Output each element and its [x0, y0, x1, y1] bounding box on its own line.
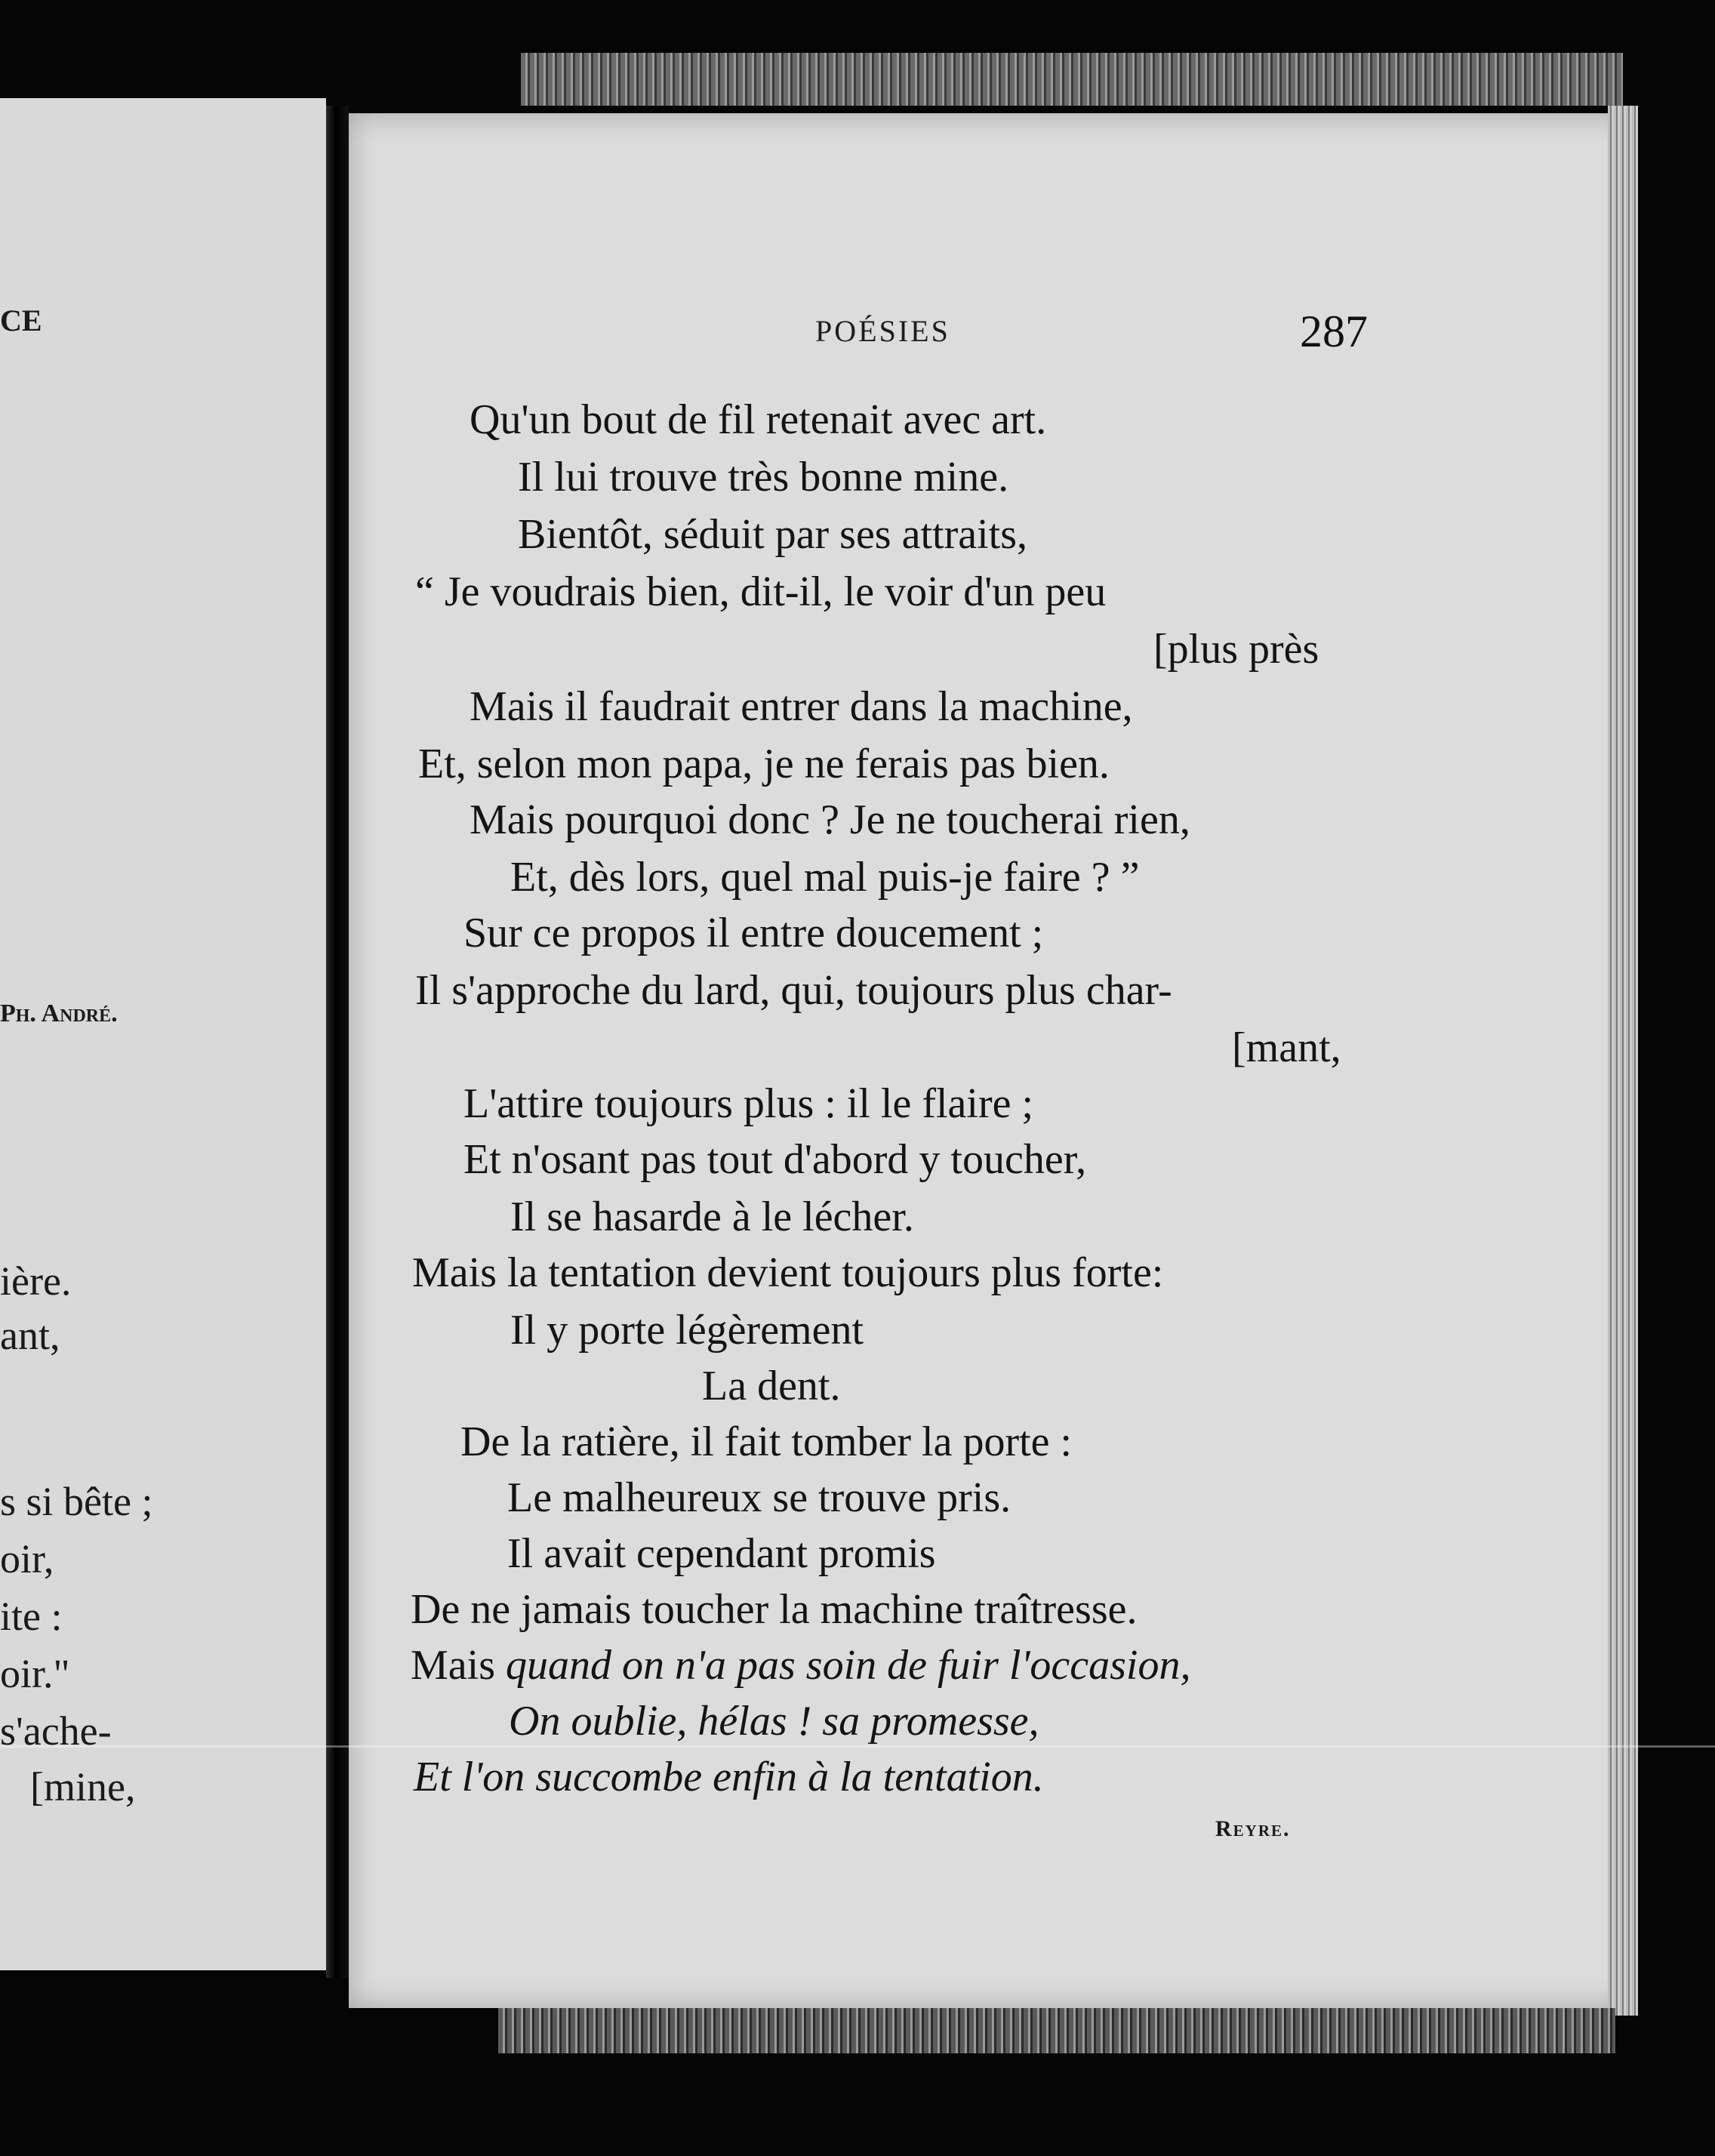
running-head: POÉSIES	[815, 314, 950, 348]
book-binding-top	[521, 53, 1623, 106]
left-page-signature-fragment: Ph. André.	[0, 999, 118, 1027]
poem-line-continuation: [mant,	[1232, 1024, 1341, 1071]
poem-line: Et, selon mon papa, je ne ferais pas bien.	[418, 741, 1110, 787]
poem-line: Mais pourquoi donc ? Je ne toucherai rien,	[470, 796, 1190, 843]
poem-line: Mais la tentation devient toujours plus forte:	[412, 1249, 1164, 1296]
left-page-line-fragment: ière.	[0, 1258, 72, 1304]
poem-line: Mais il faudrait entrer dans la machine,	[470, 683, 1133, 730]
poem-line: Et n'osant pas tout d'abord y toucher,	[463, 1136, 1087, 1183]
poem-line: Et, dès lors, quel mal puis-je faire ? ”	[510, 854, 1140, 901]
book-gutter	[326, 106, 349, 1978]
poem-line: La dent.	[702, 1363, 841, 1409]
left-page-line-fragment: oir."	[0, 1651, 70, 1696]
moral-roman-text: Mais	[411, 1642, 506, 1689]
poem-line: Bientôt, séduit par ses attraits,	[518, 511, 1027, 558]
poem-line: Il y porte légèrement	[510, 1307, 864, 1354]
left-page-line-fragment: [mine,	[30, 1764, 136, 1810]
book-binding-bottom	[498, 2008, 1615, 2053]
left-page-line-fragment: ant,	[0, 1313, 60, 1358]
left-page-line-fragment: s'ache-	[0, 1708, 112, 1754]
poem-line-continuation: [plus près	[1153, 626, 1319, 673]
poem-line: Il s'approche du lard, qui, toujours plus char-	[415, 967, 1172, 1014]
left-page-line-fragment: ite :	[0, 1594, 63, 1639]
poem-line: Il se hasarde à le lécher.	[510, 1194, 914, 1240]
poem-line: “ Je voudrais bien, dit-il, le voir d'un peu	[415, 568, 1107, 615]
poem-line: De ne jamais toucher la machine traîtresse.	[411, 1586, 1138, 1633]
poem-line: Le malheureux se trouve pris.	[507, 1474, 1011, 1521]
poem-line: Sur ce propos il entre doucement ;	[463, 910, 1044, 956]
poem-line-moral: On oublie, hélas ! sa promesse,	[509, 1698, 1039, 1745]
poem-line: Il avait cependant promis	[507, 1530, 936, 1577]
poem-line-moral: Et l'on succombe enfin à la tentation.	[414, 1754, 1044, 1800]
scan-artifact-line	[0, 1745, 1715, 1748]
left-page-line-fragment: oir,	[0, 1536, 54, 1582]
poem-line: De la ratière, il fait tomber la porte :	[460, 1418, 1073, 1465]
poem-line-moral	[411, 1642, 1191, 1689]
poem-line: L'attire toujours plus : il le flaire ;	[463, 1080, 1034, 1127]
poem-line: Il lui trouve très bonne mine.	[518, 454, 1009, 500]
left-page	[0, 98, 326, 1970]
poem-line: Qu'un bout de fil retenait avec art.	[470, 396, 1047, 443]
page-number: 287	[1300, 306, 1368, 356]
moral-italic-text: quand on n'a pas soin de fuir l'occasion,	[506, 1642, 1191, 1689]
left-page-line-fragment: s si bête ;	[0, 1479, 153, 1524]
page-edges	[1608, 106, 1638, 2016]
left-page-header-fragment: CE	[0, 303, 42, 337]
author-signature: Reyre.	[1215, 1816, 1291, 1841]
